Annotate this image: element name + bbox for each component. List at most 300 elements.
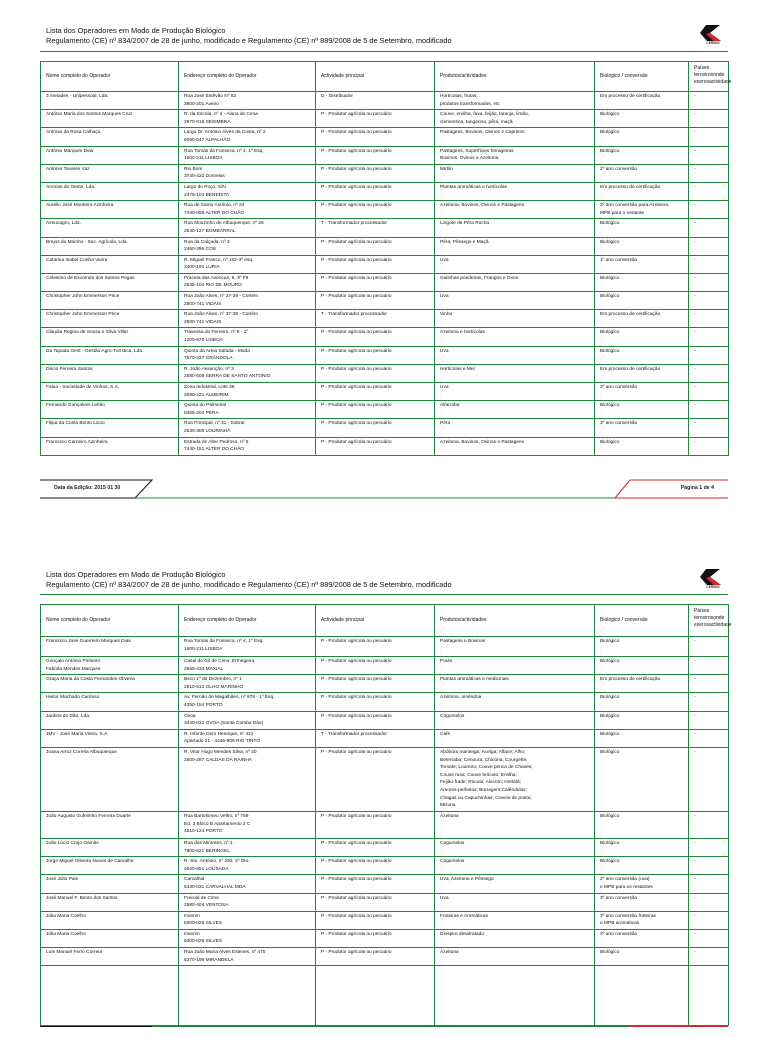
activity-cell [316,838,435,856]
cell-line: Filipa da Costa Bento Lúcio [46,421,105,427]
address-cell [179,657,316,675]
status-cell [595,966,689,1026]
status-cell [595,875,689,893]
countries-cell [689,657,729,675]
cell-line: - [694,239,696,245]
table-row [41,346,729,364]
table-row [41,729,729,747]
countries-cell [689,346,729,364]
table-row [41,364,729,382]
address-cell [179,92,316,110]
address-cell [179,437,316,455]
status-cell [595,237,689,255]
address-cell [179,146,316,164]
cell-line: 6430-031 CARVALHAL MDA [184,884,246,890]
activity-cell [316,857,435,875]
cell-line: Rua Mouzinho de Albuquerque, nº 26 [184,221,264,227]
cell-line: Beco 1º de Dezembro, nº 1 [184,677,242,683]
countries-cell [689,401,729,419]
header-line: actividade [709,79,732,86]
activity-cell [316,419,435,437]
cell-line: Quinta da Areia Safada - Muda [184,348,250,354]
status-cell [595,219,689,237]
table-row [41,929,729,947]
cell-line: - [694,112,696,118]
cell-line: Azeitona [440,950,459,956]
cell-line: Travessa do Ferreiro, nº 8 - 1º [184,330,249,336]
cell-line: R. Sto. António, nº 292, 2º Dto. [184,859,250,865]
cell-line: 3800-201 Aveiro [184,101,219,107]
cell-line: Aromas do Oeste, Lda. [46,184,96,190]
activity-cell [316,292,435,310]
table-row [41,110,729,128]
cell-line: R. Vitor Hugo Mendes Silva, nº 20 [184,749,257,755]
operator-name-cell [41,219,179,237]
cell-line: Em processo de certificação [600,184,661,190]
col-products-header: Produtos/actividades [435,62,595,92]
cell-line: Biológico [600,859,620,865]
activity-cell [316,875,435,893]
cell-line: Biológico [600,239,620,245]
cell-line: Biológico [600,348,620,354]
table-row [41,383,729,401]
table-row [41,637,729,657]
address-cell [179,693,316,711]
cell-line: Rua dos Mirantes, nº 4 [184,840,233,846]
status-cell [595,637,689,657]
products-cell [435,838,595,856]
cell-line: Biológico [600,275,620,281]
cell-line: Christopher John Emmerson Price [46,312,120,318]
countries-cell [689,929,729,947]
status-cell [595,911,689,929]
document-page-1 [0,0,768,512]
countries-cell [689,675,729,693]
activity-cell [316,747,435,811]
address-cell [179,929,316,947]
activity-cell [316,711,435,729]
operator-name-cell [41,310,179,328]
cell-line: Cogumelos [440,713,465,719]
activity-cell [316,219,435,237]
operator-name-cell [41,911,179,929]
table-row [41,292,729,310]
certifier-logo [698,568,728,590]
table-row [41,128,729,146]
edition-date: Data da Edição: 2015 01 30 [54,485,121,491]
cell-line: 7570-337 GRÂNDOLA [184,356,233,362]
cell-line: P - Produtor agrícola ou pecuário [321,895,392,901]
cell-line: 4350-154 PORTO [184,702,223,708]
products-cell [435,346,595,364]
certifier-logo [698,24,728,46]
address-cell [179,201,316,219]
address-cell [179,811,316,838]
cell-line: Azeitona [440,813,459,819]
countries-cell [689,811,729,838]
cell-line: Mirtilo [440,166,453,172]
table-row [41,273,729,291]
cell-line: Pêra, Pêssego e Maçã [440,239,489,245]
cell-line: P - Produtor agrícola ou pecuário [321,257,392,263]
table-row [41,657,729,675]
cell-line: Décio Ferreira Santos [46,366,93,372]
cell-line: Mizuna [440,803,456,809]
countries-cell [689,201,729,219]
products-cell [435,328,595,346]
cell-line: - [694,348,696,354]
table-row [41,693,729,711]
products-cell [435,857,595,875]
products-cell [435,893,595,911]
products-cell [435,729,595,747]
cell-line: clementina, tangerina, pêra, maçã [440,119,513,125]
cell-line: P - Produtor agrícola ou pecuário [321,859,392,865]
cell-line: Luís Manuel Ferro Correia [46,950,102,956]
cell-line: Brejos do Moinho - Soc. Agrícola, Lda. [46,239,128,245]
activity-cell [316,237,435,255]
status-cell [595,948,689,966]
operator-name-cell [41,437,179,455]
countries-cell [689,838,729,856]
cell-line: JMV - José Maria Vieira, S.A. [46,731,109,737]
cell-line: Ovoa [184,713,196,719]
cell-line: Azeitona, amêndoa [440,695,482,701]
activity-cell [316,657,435,675]
cell-line: MPB para o restante [600,210,644,216]
cell-line: Uva [440,895,449,901]
cell-line: P - Produtor agrícola ou pecuário [321,403,392,409]
cell-line: 2º ano conversão (uva) [600,877,650,883]
operator-name-cell [41,164,179,182]
cell-line: Rio Bom [184,166,203,172]
status-cell [595,657,689,675]
status-cell [595,92,689,110]
table-row [41,401,729,419]
cell-line: Casal do Gil de Cima, Ermegeira [184,659,255,664]
activity-cell [316,182,435,200]
products-cell [435,92,595,110]
cell-line: - [694,148,696,154]
products-cell [435,110,595,128]
status-cell [595,675,689,693]
activity-cell [316,401,435,419]
cell-line: - [694,713,696,719]
products-cell [435,657,595,675]
products-cell [435,401,595,419]
document-page-2 [0,556,768,1024]
address-cell [179,893,316,911]
products-cell [435,292,595,310]
address-cell [179,310,316,328]
cell-line: Em processo de certificação [600,94,661,99]
page-footer [40,480,728,498]
cell-line: Estrada de Alter Pedroso, nº 6 [184,439,249,445]
products-cell [435,747,595,811]
cell-line: - [694,931,696,937]
cell-line: 3740-422 Dornelas [184,174,225,180]
operator-name-cell [41,637,179,657]
cell-line: Joana Arroz Correia Albuquerque [46,749,117,755]
status-cell [595,201,689,219]
cell-line: produtos transformados, etc [440,101,500,107]
cell-line: T - Transformador processador [321,312,388,318]
cell-line: 3º ano conversão [600,421,638,427]
title-line-2: Regulamento (CE) nº 834/2007 de 28 de junho, modificado e Regulamento (CE) nº 889/2008 de 5 de Setembro, modificado [46,35,452,45]
cell-line: Diospiro desidratado [440,931,484,937]
cell-line: Biológico [600,330,620,336]
status-cell [595,838,689,856]
cell-line: Biológico [600,148,620,154]
countries-cell [689,911,729,929]
cell-line: 2500-741 VIDAIS [184,301,222,307]
cell-line: Da Tapada Gest - Gestão Agro-Turística, Lda. [46,348,144,354]
countries-cell [689,128,729,146]
cell-line: P - Produtor agrícola ou pecuário [321,112,392,118]
cell-line: 2510-513 OLHO MARINHO [184,684,244,690]
cell-line: P - Produtor agrícola ou pecuário [321,239,392,245]
table-row [41,911,729,929]
activity-cell [316,911,435,929]
table-row [41,328,729,346]
products-cell [435,128,595,146]
operator-name-cell [41,328,179,346]
cell-line: 2500-287 CALDAS DA RAINHA [184,757,252,763]
table-row [41,237,729,255]
cell-line: Bovinos, Ovinos e Azeitona [440,156,499,162]
cell-line: Biológico [600,840,620,846]
address-cell [179,838,316,856]
products-cell [435,219,595,237]
cell-line: - [694,94,696,99]
status-cell [595,747,689,811]
cell-line: Ed. 3 Bloco B Apartamento 2 C [184,821,251,827]
status-cell [595,292,689,310]
page-number: Página 1 de 4 [680,485,714,491]
products-cell [435,693,595,711]
activity-cell [316,164,435,182]
operator-name-cell [41,146,179,164]
cell-line: Carvalhal [184,877,205,883]
cell-line: - [694,950,696,956]
cell-line: Uva [440,348,449,354]
cell-line: Em processo de certificação [600,677,661,683]
activity-cell [316,966,435,1026]
header-rule [40,594,728,595]
cell-line: Biológico [600,639,620,644]
cell-line: Azeucagro, Lda. [46,221,81,227]
status-cell [595,857,689,875]
cell-line: - [694,257,696,263]
cell-line: - [694,749,696,755]
operator-name-cell [41,875,179,893]
status-cell [595,346,689,364]
title-line-2: Regulamento (CE) nº 834/2007 de 28 de junho, modificado e Regulamento (CE) nº 889/2008 de 5 de Setembro, modificado [46,579,452,589]
cell-line: 6050-047 ALPALHÃO [184,137,231,143]
cell-line: - [694,677,696,683]
cell-line: 3400-191 LURIA [184,265,220,271]
countries-cell [689,893,729,911]
cell-line: Júlia Maria Coelho [46,931,86,937]
countries-cell [689,747,729,811]
cell-line: P - Produtor agrícola ou pecuário [321,877,392,883]
cell-line: 2540-127 BOMBARRAL [184,228,236,234]
countries-cell [689,637,729,657]
activity-cell [316,729,435,747]
cell-line: P - Produtor agrícola ou pecuário [321,913,392,919]
cell-line: 1200-670 LISBOA [184,338,223,344]
cell-line: P - Produtor agrícola ou pecuário [321,385,392,390]
col-main-activity-header: Actividade principal [316,605,435,637]
logo-text: CERBIO [706,41,720,45]
col-status-header: Biológico / conversão [595,605,689,637]
operator-name-cell [41,92,179,110]
cell-line: Couve roxa; Couve brócolo; Ervilha; [440,772,517,778]
countries-cell [689,857,729,875]
cell-line: P - Produtor agrícola ou pecuário [321,813,392,819]
header-line: actividade [709,622,732,629]
cell-line: P - Produtor agrícola ou pecuário [321,677,392,683]
col-status-header: Biológico / conversão [595,62,689,92]
status-cell [595,146,689,164]
products-cell [435,182,595,200]
operators-table [40,604,732,1026]
cell-line: P - Produtor agrícola ou pecuário [321,130,392,136]
cell-line: Biológico [600,439,620,445]
activity-cell [316,92,435,110]
cell-line: Chagas ou Capuchinhas; Cravos de poeta; [440,795,532,801]
cell-line: Beterraba; Cenoura; Chicória; Courgette; [440,757,528,763]
table-row [41,92,729,110]
countries-cell [689,383,729,401]
cell-line: 1º ano conversão [600,257,638,263]
products-cell [435,255,595,273]
operator-name-cell [41,657,179,675]
cell-line: Pastagens e Bovinos [440,639,486,644]
cell-line: 1600-211 LISBOA [184,646,223,652]
status-cell [595,128,689,146]
activity-cell [316,383,435,401]
cell-line: 2475-104 BENEDITA [184,192,230,198]
operator-name-cell [41,893,179,911]
status-cell [595,437,689,455]
cell-line: 2530-309 LOURINHÃ [184,428,231,434]
operator-name-cell [41,255,179,273]
cell-line: Largo Dr. António Alves da Costa, nº 2 [184,130,266,136]
countries-cell [689,110,729,128]
cell-line: 5370-199 MIRANDELA [184,957,234,963]
status-cell [595,273,689,291]
cell-line: Francisco José Guerreiro Marques Dias [46,639,131,644]
cell-line: Biológico [600,749,620,755]
cell-line: João Augusto Gufeiinho Ferreira Duarte [46,813,131,819]
countries-cell [689,182,729,200]
address-cell [179,273,316,291]
countries-cell [689,966,729,1026]
cell-line: Abóbora manteiga; Acelga; Alface; Alho; [440,749,526,755]
address-cell [179,182,316,200]
cell-line: Rua João Alves, nº 37-39 - Cortém [184,294,259,300]
activity-cell [316,693,435,711]
cell-line: 2580-608 SERRA DE SANTO ANTONIO [184,374,271,380]
countries-cell [689,255,729,273]
operator-name-cell [41,273,179,291]
cell-line: Fabíola Mendes Marques [46,666,101,672]
cell-line: 4510-124 PORTO [184,829,223,835]
table-row [41,948,729,966]
page-gap [0,512,768,556]
activity-cell [316,811,435,838]
activity-cell [316,201,435,219]
page-footer-partial [40,1020,728,1038]
cell-line: P - Produtor agrícola ou pecuário [321,203,392,209]
cell-line: 3º ano conversão [600,895,638,901]
status-cell [595,419,689,437]
col-countries-header [689,605,732,637]
cell-line: António da Rosa Calhaço [46,130,101,136]
cell-line: T - Transformador processador [321,731,388,737]
cell-line: - [694,275,696,281]
address-cell [179,729,316,747]
operator-name-cell [41,383,179,401]
cell-line: Francisco Carneiro Azinheira [46,439,108,445]
cell-line: P - Produtor agrícola ou pecuário [321,348,392,354]
table-header-row [41,605,729,637]
countries-cell [689,273,729,291]
cell-line: P - Produtor agrícola ou pecuário [321,639,392,644]
status-cell [595,929,689,947]
address-cell [179,237,316,255]
address-cell [179,219,316,237]
cell-line: João Lúcio Crujo Gamito [46,840,99,846]
cell-line: 7440-059 ALTER DO CHÃO [184,210,245,216]
products-cell [435,383,595,401]
cell-line: Plantas aromáticas e medicinais [440,677,509,683]
cell-line: Cogumelos [440,859,465,865]
cell-line: - [694,166,696,172]
address-cell [179,164,316,182]
cell-line: - [694,859,696,865]
table-row [41,875,729,893]
cell-line: 2565-433 MAXIAL [184,666,224,672]
cell-line: Pêra [440,421,451,427]
operator-name-cell [41,693,179,711]
activity-cell [316,948,435,966]
header-rule [40,51,728,52]
address-cell [179,711,316,729]
cell-line: Couve, ervilha, fava, feijão, laranja, limão, [440,112,530,118]
countries-cell [689,437,729,455]
table-header-row [41,62,729,92]
cell-line: Rua Bartolomeu Velho, nº 759 [184,813,249,819]
cell-line: Largo do Poço, S/N [184,184,226,190]
products-cell [435,929,595,947]
cell-line: Cogumelos [440,840,465,846]
address-cell [179,128,316,146]
products-cell [435,966,595,1026]
table-row [41,711,729,729]
activity-cell [316,310,435,328]
products-cell [435,237,595,255]
status-cell [595,255,689,273]
address-cell [179,292,316,310]
operators-table [40,61,732,456]
col-countries-header [689,62,732,92]
cell-line: Jardins do Dão, Lda. [46,713,91,719]
cell-line: 2º ano conversão [600,166,638,172]
cell-line: P - Produtor agrícola ou pecuário [321,931,392,937]
cell-line: Catarina Isabel Cunha Vieira [46,257,108,263]
